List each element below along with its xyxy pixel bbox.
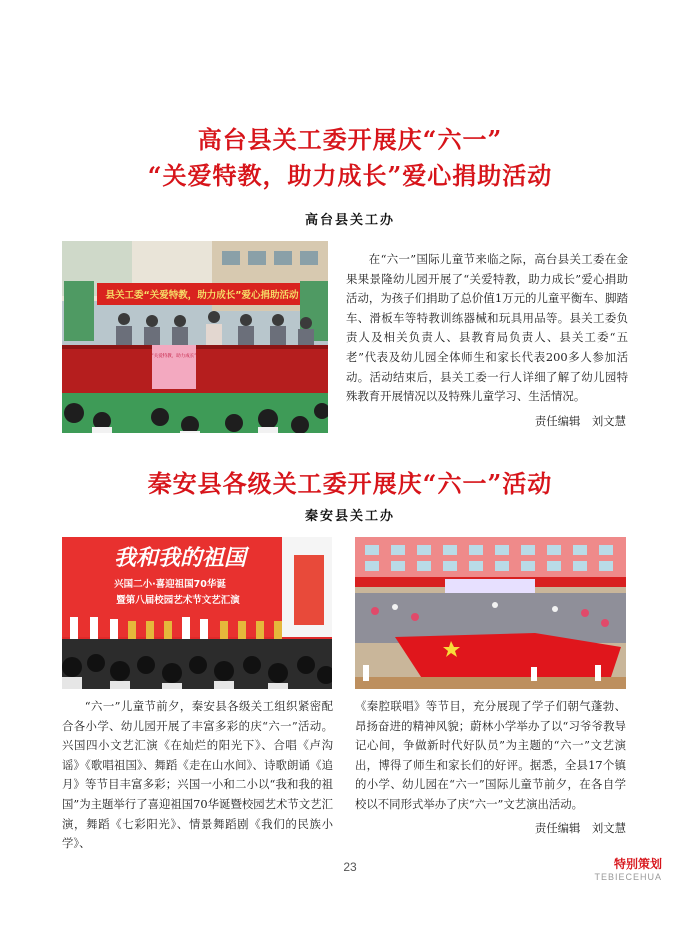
article2-body-right: 《秦腔联唱》等节目，充分展现了学子们朝气蓬勃、昂扬奋进的精神风貌；蔚林小学举办了以“习爷爷教导记心间，争做新时代好队员”为主题的“六一”文艺演出，博得了师生和家长们的好评。据悉，全县17个镇的小学、幼儿园在“六一”国际儿童节前夕，在各自学校以不同形式举办了庆“六一”文艺演出活动。 — [355, 699, 626, 811]
article2-byline: 秦安县关工办 — [304, 509, 395, 524]
article1-editor: 责任编辑 刘文慧 — [534, 414, 626, 428]
stage-slogan: 我和我的祖国 — [113, 545, 247, 571]
donation-event-photo — [62, 241, 328, 433]
page-number: 23 — [343, 860, 357, 874]
article1-title-line1: 高台县关工委开展庆“六一” — [197, 125, 503, 154]
stage-line2: 暨第八届校园艺术节文艺汇演 — [116, 595, 240, 606]
stage-performance-photo — [62, 537, 332, 689]
article1-title-line2: “关爱特教，助力成长”爱心捐助活动 — [147, 161, 553, 190]
brand-en: TEBIECEHUA — [594, 872, 662, 882]
banner-text: 县关工委“关爱特教，助力成长”爱心捐助活动 — [105, 290, 299, 301]
outdoor-celebration-photo — [355, 537, 626, 689]
board-text: “关爱特教，助力成长” — [151, 354, 197, 359]
stage-line1: 兴国二小·喜迎祖国70华诞 — [114, 579, 226, 590]
article1-body: 在“六一”国际儿童节来临之际，高台县关工委在金果果景隆幼儿园开展了“关爱特教，助力成长”爱心捐助活动，为孩子们捐助了总价值1万元的儿童平衡车、脚踏车、滑板车等特教训练器械和玩具用品等。县关工委负责人及相关负责人、县教育局负责人、县关工委“五老”代表及幼儿园全体师生和家长代表200多人参加活动。活动结束后，县关工委一行人详细了解了幼儿园特殊教育开展情况以及特殊儿童学习、生活情况。 — [346, 252, 628, 404]
brand-cn: 特别策划 — [613, 857, 662, 871]
article2-body-left: “六一”儿童节前夕，秦安县各级关工组织紧密配合各小学、幼儿园开展了丰富多彩的庆“六一”活动。兴国四小文艺汇演《在灿烂的阳光下》、合唱《卢沟谣》《歌唱祖国》、舞蹈《走在山水间》、诗歌朗诵《追月》等节目丰富多彩；兴国一小和二小以“我和我的祖国”为主题举行了喜迎祖国70华诞暨校园艺术节文艺汇演，舞蹈《七彩阳光》、情景舞蹈剧《我们的民族小学》、 — [62, 699, 333, 851]
article2-title: 秦安县各级关工委开展庆“六一”活动 — [147, 469, 553, 498]
magazine-brand — [594, 855, 662, 882]
article1-byline: 高台县关工办 — [304, 213, 395, 228]
article2-editor: 责任编辑 刘文慧 — [534, 821, 626, 835]
